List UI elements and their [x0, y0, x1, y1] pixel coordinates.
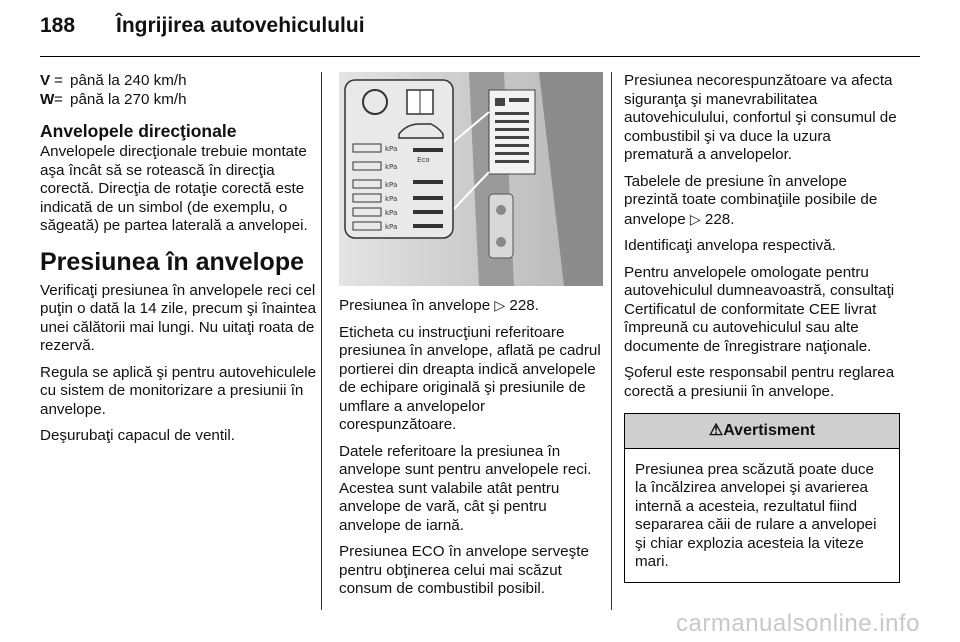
door-frame-illustration	[339, 72, 603, 286]
column-right	[624, 72, 900, 583]
pressure-heading: Presiunea în anvelope	[40, 247, 304, 276]
reference-text: Presiunea în anvelope	[339, 297, 491, 314]
reference-page: 228.	[509, 297, 539, 314]
tire-label-photo	[339, 72, 603, 286]
speed-value: până la 240 km/h	[70, 72, 187, 89]
paragraph: Regula se aplică şi pentru autovehiculele cu sistem de monitorizare a presiunii în anvelope.	[40, 363, 317, 418]
paragraph: Presiunea ECO în anvelope serveşte pentru obţinerea celui mai scăzut consum de combustibil posibil.	[339, 543, 589, 597]
speed-value: până la 270 km/h	[70, 90, 187, 108]
paragraph: Datele referitoare la presiunea în anvelope sunt pentru anvelopele reci. Acestea sunt valabile atât pentru anvelope de vară, cât şi pentru anvelope de iarnă.	[339, 442, 592, 534]
header-rule	[40, 56, 920, 57]
pressure-unit: kPa	[385, 223, 398, 231]
paragraph-with-reference	[624, 173, 900, 230]
paragraph: Verificaţi presiunea în anvelopele reci cel puţin o dată la 14 zile, precum şi înaintea unei călătorii mai lungi. Nu uitaţi roata de rezervă.	[40, 281, 317, 354]
warning-text: Presiunea prea scăzută poate duce la încălzirea anvelopei şi avarierea internă a acesteia, rezultatul fiind separarea căii de rulare a anvelopei şi chiar explozia acesteia la viteze mari.	[635, 460, 877, 570]
paragraph: Şoferul este responsabil pentru reglarea corectă a presiunii în anvelope.	[624, 364, 895, 400]
column-divider	[321, 72, 322, 610]
speed-eq: =	[54, 90, 63, 108]
column-middle	[339, 72, 605, 607]
paragraph-text: Tabelele de presiune în anvelope prezintă toate combinaţiile posibile de anvelope	[624, 172, 878, 228]
paragraph: Pentru anvelopele omologate pentru autovehiculul dumneavoastră, consultaţi Certificatul de conformitate CEE livrat împreună cu autovehiculul sau alte documente de înregistrare naţionale.	[624, 263, 895, 355]
column-left	[40, 72, 318, 454]
warning-title: Avertisment	[723, 422, 816, 439]
pressure-unit: kPa	[385, 163, 398, 171]
arrow-icon: ▷	[494, 297, 506, 313]
warning-box	[624, 413, 900, 583]
page-number: 188	[40, 14, 76, 37]
page-title: Îngrijirea autovehiculului	[116, 14, 365, 37]
warning-triangle-icon: ⚠	[708, 422, 724, 439]
speed-rating-row	[40, 72, 318, 91]
speed-key: W	[40, 90, 55, 108]
paragraph: Deşurubaţi capacul de ventil.	[40, 427, 236, 444]
pressure-unit: kPa	[385, 209, 398, 217]
reference-page: 228.	[704, 210, 735, 228]
pressure-reference	[339, 296, 605, 316]
speed-rating-row	[40, 91, 318, 110]
directional-text: Anvelopele direcţionale trebuie montate aşa încât să se rotească în direcţia corectă. Direcţia de rotaţie corectă este indicată de un simbol (de exemplu, o săgeată) pe partea laterală a anvelopei.	[40, 143, 308, 234]
speed-eq: =	[54, 72, 63, 89]
page-header	[40, 14, 365, 38]
pressure-unit: kPa	[385, 145, 398, 153]
paragraph: Eticheta cu instrucţiuni referitoare presiunea în anvelope, aflată pe cadrul portierei din dreapta indică anvelopele de echipare originală şi presiunile de umflare a anvelopelor corespunzătoare.	[339, 323, 601, 433]
arrow-icon: ▷	[689, 210, 701, 227]
pressure-unit: kPa	[385, 181, 398, 189]
warning-header	[625, 414, 899, 449]
pressure-unit: kPa	[385, 195, 398, 203]
speed-key: V	[40, 72, 51, 89]
watermark: carmanualsonline.info	[676, 610, 920, 637]
paragraph: Presiunea necorespunzătoare va afecta siguranţa şi manevrabilitatea autovehiculului, confortul şi consumul de combustibil şi va duce la uzura prematură a anvelopelor.	[624, 72, 897, 163]
eco-label: Eco	[417, 156, 430, 164]
paragraph: Identificaţi anvelopa respectivă.	[624, 237, 836, 254]
column-divider	[611, 72, 612, 610]
directional-heading: Anvelopele direcţionale	[40, 121, 237, 141]
